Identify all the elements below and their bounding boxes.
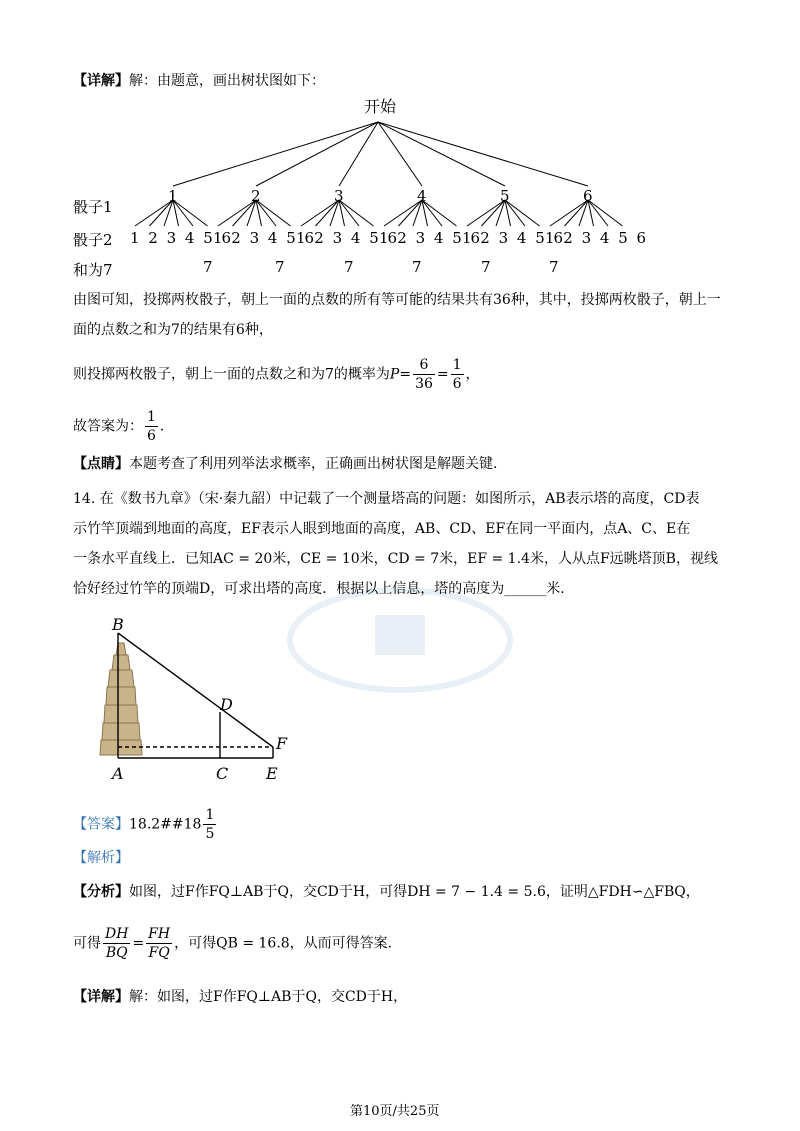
question-14-line1: 14. 在《数书九章》（宋·秦九韶）中记载了一个测量塔高的问题：如图所示，AB表示塔的高度，CD表 <box>73 491 700 507</box>
tree-branch-3 <box>339 122 378 186</box>
tree-branch-4 <box>378 122 422 186</box>
question-14-line2: 示竹竿顶端到地面的高度，EF表示人眼到地面的高度，AB、CD、EF在同一平面内，点A、C、E在 <box>73 521 691 537</box>
tree-branch-1 <box>173 122 378 186</box>
tower-figure <box>90 615 300 785</box>
label-B: B <box>112 615 124 634</box>
answer-line: 故答案为： $\frac{1}{6}$ . <box>73 409 165 444</box>
tree-leaves-5: 1 2 3 4 5 6 <box>462 229 566 247</box>
sum-seven-4: 7 <box>412 258 422 276</box>
tree-node-1: 1 <box>168 187 178 205</box>
tree-leaves-3: 1 2 3 4 5 6 <box>296 229 400 247</box>
jiexi-heading: 【解析】 <box>73 850 129 866</box>
analysis-line-2: 可得 $\frac{DH}{BQ}$ = $\frac{FH}{FQ}$ ，可得QB = 16.8，从而可得答案. <box>73 926 393 961</box>
tree-root-label: 开始 <box>364 97 397 116</box>
tree-branch-6 <box>378 122 588 186</box>
tree-node-6: 6 <box>583 187 593 205</box>
fraction-6-36: $\frac{6}{36}$ <box>415 357 433 392</box>
tree-label-die2: 骰子2 <box>73 231 113 249</box>
tree-node-5: 5 <box>500 187 510 205</box>
fraction-1-5: $\frac{1}{5}$ <box>205 807 215 842</box>
tree-leaves-6: 1 2 3 4 5 6 <box>545 229 649 247</box>
label-D: D <box>220 695 233 714</box>
sum-seven-1: 7 <box>203 258 213 276</box>
sight-line-BF <box>118 633 273 747</box>
paragraph-1a: 由图可知，投掷两枚骰子，朝上一面的点数的所有等可能的结果共有36种，其中，投掷两枚骰子，朝上一 <box>73 292 721 308</box>
question-14-line3: 一条水平直线上．已知AC = 20米，CE = 10米，CD = 7米，EF = 1.4米，人从点F远眺塔顶B，视线 <box>73 551 718 567</box>
tree-node-3: 3 <box>334 187 344 205</box>
fraction-DH-BQ: $\frac{DH}{BQ}$ <box>105 926 129 961</box>
pagoda-image <box>100 643 142 755</box>
page-footer: 第10页/共25页 <box>350 1104 440 1119</box>
answer-block: 【答案】18.2##18 $\frac{1}{5}$ <box>73 807 215 842</box>
fraction-1-6: $\frac{1}{6}$ <box>452 357 462 392</box>
sum-seven-6: 7 <box>549 258 559 276</box>
fraction-FH-FQ: $\frac{FH}{FQ}$ <box>148 926 171 961</box>
fraction-answer: $\frac{1}{6}$ <box>147 409 156 444</box>
sum-seven-5: 7 <box>481 258 491 276</box>
label-E: E <box>266 764 278 783</box>
tree-diagram <box>0 0 800 260</box>
probability-line: 则投掷两枚骰子，朝上一面的点数之和为7的概率为P= $\frac{6}{36}$ = $\frac{1}{6}$ ， <box>73 357 480 392</box>
tree-node-4: 4 <box>417 187 427 205</box>
label-C: C <box>216 764 229 783</box>
detail-heading-1: 【详解】解：由题意，画出树状图如下： <box>73 73 325 89</box>
detail-line-2: 【详解】解：如图，过F作FQ⊥AB于Q，交CD于H， <box>73 989 408 1005</box>
tree-leaves-1: 1 2 3 4 5 6 <box>130 229 234 247</box>
label-A: A <box>112 764 124 783</box>
paragraph-1b: 面的点数之和为7的结果有6种， <box>73 322 273 338</box>
tree-node-2: 2 <box>251 187 261 205</box>
tree-label-sum: 和为7 <box>73 261 113 279</box>
analysis-line-1: 【分析】如图，过F作FQ⊥AB于Q，交CD于H，可得DH = 7 − 1.4 = 5.6，证明△FDH∽△FBQ， <box>73 884 700 900</box>
tree-label-die1: 骰子1 <box>73 198 113 216</box>
tree-leaves-2: 1 2 3 4 5 6 <box>213 229 317 247</box>
label-F: F <box>276 734 288 753</box>
tree-leaves-4: 1 2 3 4 5 6 <box>379 229 483 247</box>
sum-seven-2: 7 <box>275 258 285 276</box>
question-14-line4: 恰好经过竹竿的顶端D，可求出塔的高度．根据以上信息，塔的高度为______米. <box>73 581 565 597</box>
dianjing-line: 【点睛】本题考查了利用列举法求概率，正确画出树状图是解题关键. <box>73 456 498 472</box>
sum-seven-3: 7 <box>344 258 354 276</box>
tree-branch-5 <box>378 122 505 186</box>
